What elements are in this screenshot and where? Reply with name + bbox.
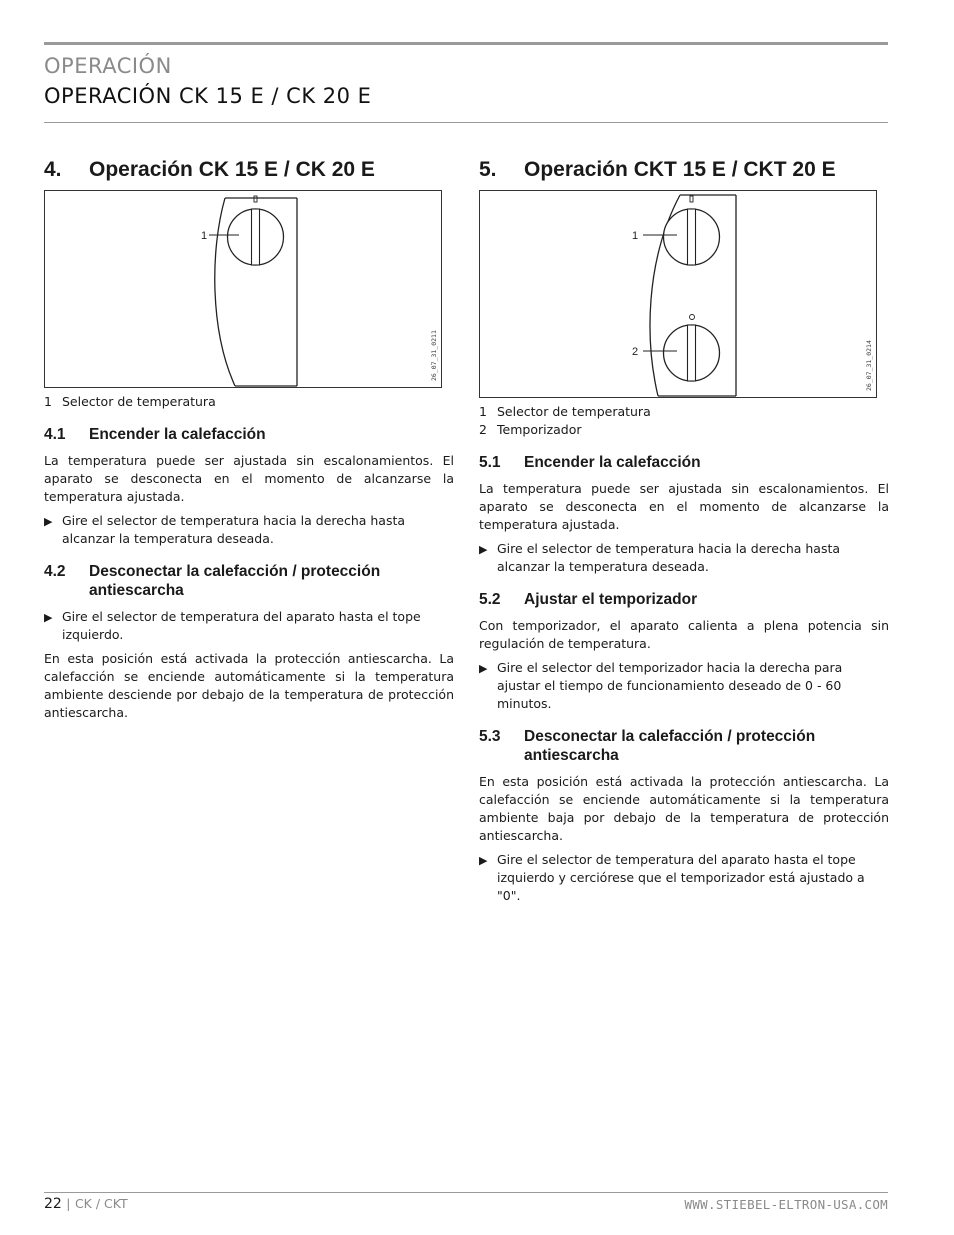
footer-rule	[44, 1192, 888, 1193]
legend-item	[44, 393, 454, 411]
arrow-right-icon: ▶	[44, 611, 53, 624]
step-text: Gire el selector del temporizador hacia la derecha para ajustar el tiempo de funcionamiento deseado de 0 - 60 minutos.	[497, 660, 843, 711]
figure-ck-control-panel	[44, 190, 442, 388]
paragraph: En esta posición está activada la protección antiescarcha. La calefacción se enciende automáticamente si la temperatura ambiente desciende por debajo de la temperatura de protección antiescarcha.	[44, 651, 454, 720]
legend-item	[479, 421, 889, 439]
section-5-3-heading	[479, 727, 889, 765]
paragraph: La temperatura puede ser ajustada sin escalonamientos. El aparato se desconecta en el momento de alcanzarse la temperatura ajustada.	[479, 481, 889, 532]
section-4-heading	[44, 158, 454, 182]
callout-2: 2	[632, 346, 639, 358]
page-number: 22	[44, 1196, 62, 1212]
instruction-step	[44, 512, 454, 548]
step-text: Gire el selector de temperatura hacia la derecha hasta alcanzar la temperatura deseada.	[62, 513, 406, 546]
figure-legend	[44, 393, 454, 411]
callout-1: 1	[632, 230, 639, 242]
heading-number: 4.	[44, 158, 62, 181]
heading-number: 4.1	[44, 426, 66, 443]
step-text: Gire el selector de temperatura del aparato hasta el tope izquierdo y cerciórese que el temporizador está ajustado a "0".	[497, 852, 865, 903]
arrow-right-icon: ▶	[479, 543, 488, 556]
legend-number: 2	[479, 422, 487, 437]
step-text: Gire el selector de temperatura del aparato hasta el tope izquierdo.	[62, 609, 421, 642]
left-column	[44, 158, 454, 728]
heading-text: Operación CK 15 E / CK 20 E	[89, 158, 375, 181]
page-title: OPERACIÓN CK 15 E / CK 20 E	[44, 84, 372, 108]
footer-model: CK / CKT	[74, 1196, 128, 1211]
legend-number: 1	[44, 394, 52, 409]
figure-code: 26_07_31_0214	[865, 340, 873, 391]
header-rule	[44, 122, 888, 123]
paragraph: Con temporizador, el aparato calienta a plena potencia sin regulación de temperatura.	[479, 618, 889, 651]
heading-number: 5.3	[479, 728, 501, 745]
legend-number: 1	[479, 404, 487, 419]
arrow-right-icon: ▶	[479, 662, 488, 675]
heading-text: Encender la calefacción	[89, 426, 266, 443]
section-4-2-heading	[44, 562, 454, 600]
figure-code: 26_07_31_0211	[430, 330, 438, 381]
heading-text: Operación CKT 15 E / CKT 20 E	[524, 158, 836, 181]
step-text: Gire el selector de temperatura hacia la derecha hasta alcanzar la temperatura deseada.	[497, 541, 841, 574]
legend-text: Temporizador	[497, 422, 582, 437]
heading-number: 5.2	[479, 591, 501, 608]
footer-separator: |	[66, 1196, 71, 1211]
instruction-step	[479, 659, 889, 713]
instruction-step	[479, 540, 889, 576]
legend-text: Selector de temperatura	[497, 404, 651, 419]
heading-number: 5.1	[479, 454, 501, 471]
footer-page-info	[44, 1196, 128, 1212]
heading-text: Desconectar la calefacción / protección antiescarcha	[524, 728, 816, 764]
arrow-right-icon: ▶	[479, 854, 488, 867]
instruction-step	[44, 608, 454, 644]
top-rule	[44, 42, 888, 45]
ck-panel-drawing	[45, 191, 441, 387]
section-5-heading	[479, 158, 889, 182]
arrow-right-icon: ▶	[44, 515, 53, 528]
legend-text: Selector de temperatura	[62, 394, 216, 409]
legend-item	[479, 403, 889, 421]
paragraph: En esta posición está activada la protección antiescarcha. La calefacción se enciende automáticamente si la temperatura ambiente baja por debajo de la temperatura de protección antiescarcha.	[479, 774, 889, 843]
paragraph: La temperatura puede ser ajustada sin escalonamientos. El aparato se desconecta en el momento de alcanzarse la temperatura ajustada.	[44, 453, 454, 504]
section-5-2-heading	[479, 590, 889, 609]
instruction-step	[479, 851, 889, 905]
section-5-1-heading	[479, 453, 889, 472]
heading-number: 5.	[479, 158, 497, 181]
heading-text: Desconectar la calefacción / protección antiescarcha	[89, 563, 381, 599]
section-label: OPERACIÓN	[44, 54, 172, 78]
footer-url: WWW.STIEBEL-ELTRON-USA.COM	[684, 1197, 888, 1212]
heading-text: Ajustar el temporizador	[524, 591, 698, 608]
figure-legend	[479, 403, 889, 439]
heading-number: 4.2	[44, 563, 66, 580]
callout-1: 1	[201, 230, 208, 242]
right-column	[479, 158, 889, 911]
section-4-1-heading	[44, 425, 454, 444]
figure-ckt-control-panel	[479, 190, 877, 398]
heading-text: Encender la calefacción	[524, 454, 701, 471]
ckt-panel-drawing	[480, 191, 876, 397]
